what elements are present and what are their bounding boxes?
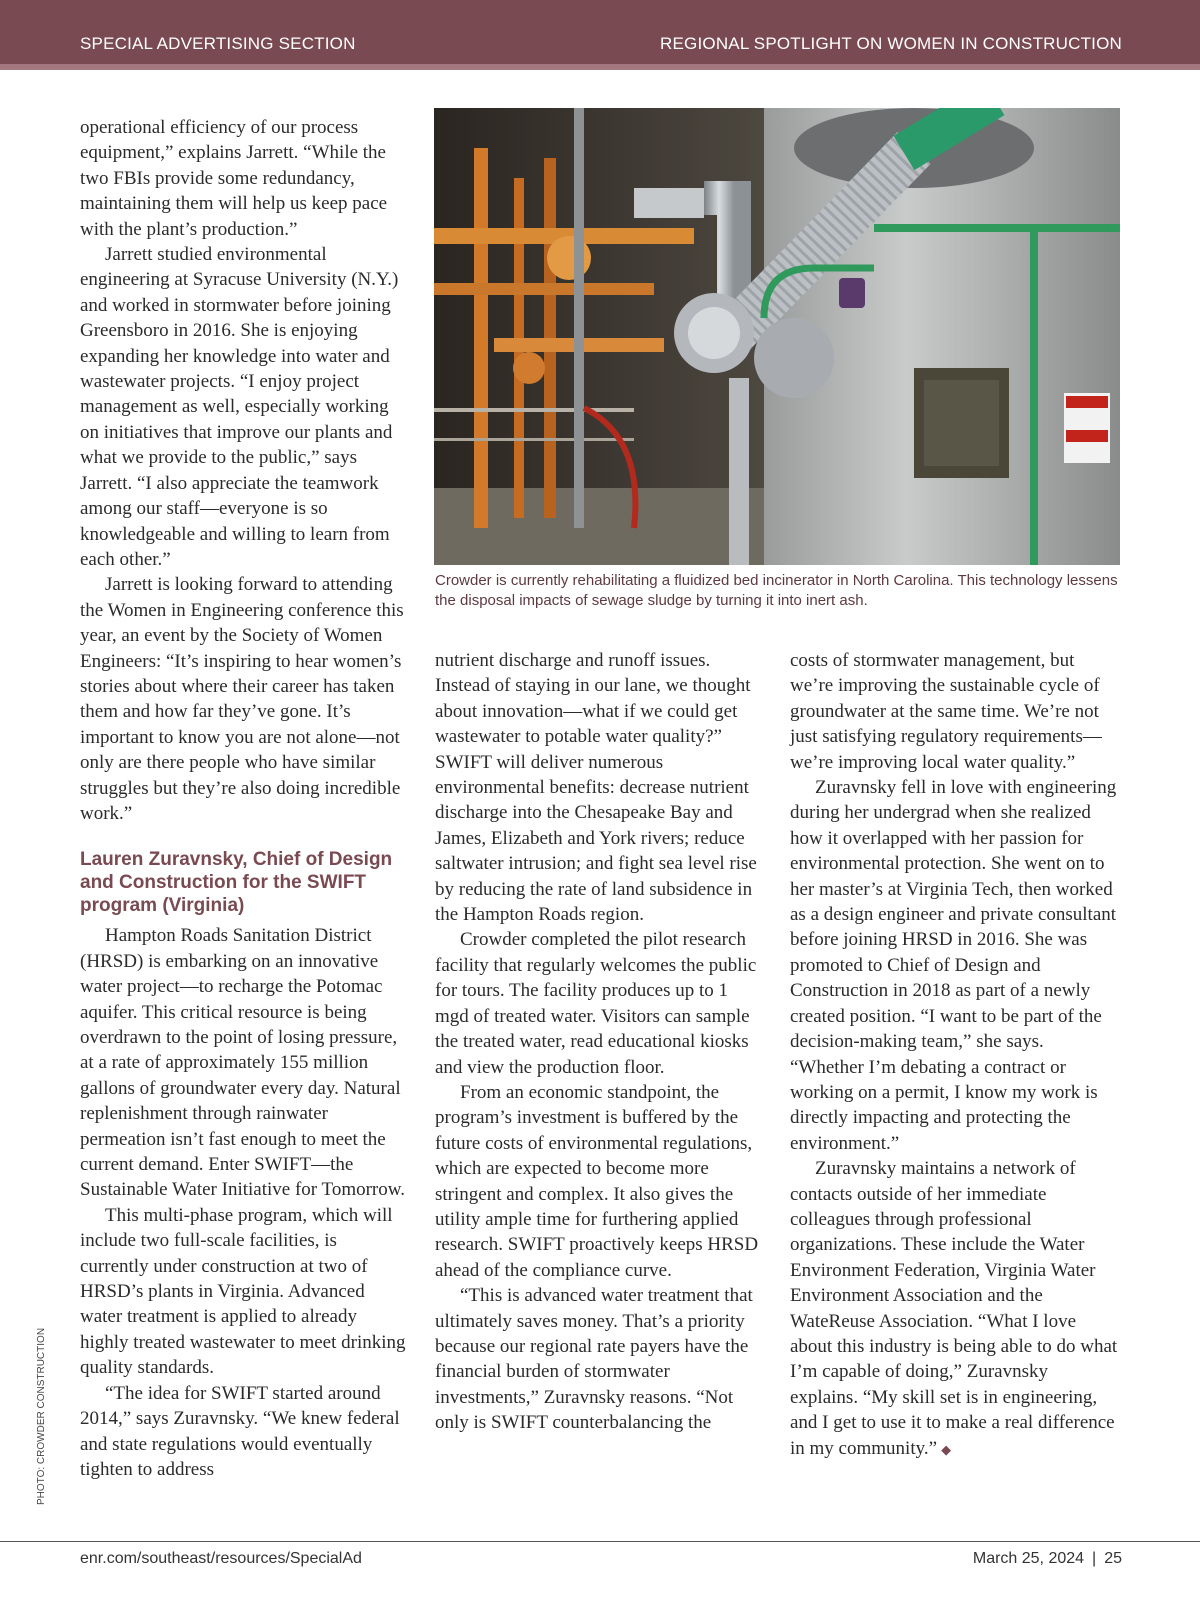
article-column-3 xyxy=(790,648,1120,1462)
photo-caption: Crowder is currently rehabilitating a fluidized bed incinerator in North Carolina. This technology lessens the disposal impacts of sewage sludge by turning it into inert ash. xyxy=(435,572,1118,609)
paragraph: From an economic standpoint, the program’s investment is buffered by the future costs of environmental regulations, which are expected to become more stringent and complex. It also gives the utility ample time for furthering applied research. SWIFT proactively keeps HRSD ahead of the compliance curve. xyxy=(435,1081,759,1281)
incinerator-photo xyxy=(434,108,1120,565)
paragraph: “This is advanced water treatment that ultimately saves money. That’s a priority because our regional rate payers have the financial burden of stormwater investments,” Zuravnsky reasons. “Not only is SWIFT counterbalancing the xyxy=(435,1285,753,1434)
paragraph: Hampton Roads Sanitation District (HRSD) is embarking on an innovative water project—to recharge the Potomac aquifer. This critical resource is being overdrawn to the point of losing pressure, at a rate of approximately 155 million gallons of groundwater every day. Natural replenishment through rainwater permeation isn’t fast enough to meet the current demand. Enter SWIFT—the Sustainable Water Initiative for Tomorrow. xyxy=(80,925,405,1201)
issue-date: March 25, 2024 xyxy=(972,1550,1085,1567)
section-subhead: Lauren Zuravnsky, Chief of Design and Construction for the SWIFT program (Virginia) xyxy=(80,849,393,917)
spotlight-title: REGIONAL SPOTLIGHT ON WOMEN IN CONSTRUCTION xyxy=(660,34,1122,53)
paragraph xyxy=(790,1156,1120,1462)
article-column-2 xyxy=(435,648,765,1436)
paragraph: Crowder completed the pilot research facility that regularly welcomes the public for tours. The facility produces up to 1 mgd of treated water. Visitors can sample the treated water, read educational kiosks and view the production floor. xyxy=(435,929,757,1078)
footer-folio xyxy=(973,1550,1122,1568)
photo-credit: PHOTO: CROWDER CONSTRUCTION xyxy=(36,1327,47,1505)
paragraph-text: Zuravnsky maintains a network of contacts outside of her immediate colleagues through professional organizations. These include the Water Environment Federation, Virginia Water Environment Association and the WateReuse Association. “What I love about this industry is being able to do what I’m capable of doing,” Zuravnsky explains. “My skill set is in engineering, and I get to use it to make a real difference in my community.” xyxy=(790,1158,1118,1459)
paragraph: Jarrett studied environmental engineering at Syracuse University (N.Y.) and worked in stormwater before joining Greensboro in 2016. She is enjoying expanding her knowledge into water and wastewater projects. “I enjoy project management as well, especially working on initiatives that improve our plants and what we provide to the public,” says Jarrett. “I also appreciate the teamwork among our staff—everyone is so knowledgeable and willing to learn from each other.” xyxy=(80,244,399,570)
end-of-article-diamond-icon: ◆ xyxy=(941,1441,952,1457)
paragraph: operational efficiency of our process equipment,” explains Jarrett. “While the two FBIs provide some redundancy, maintaining them will help us keep pace with the plant’s production.” xyxy=(80,117,388,240)
section-label: SPECIAL ADVERTISING SECTION xyxy=(80,34,356,53)
paragraph: costs of stormwater management, but we’re improving the sustainable cycle of groundwater at the same time. We’re not just satisfying regulatory requirements—we’re improving local water quality.” xyxy=(790,650,1102,773)
paragraph: This multi-phase program, which will include two full-scale facilities, is currently under construction at two of HRSD’s plants in Virginia. Advanced water treatment is applied to already highly treated wastewater to meet drinking quality standards. xyxy=(80,1204,406,1379)
paragraph: Zuravnsky fell in love with engineering during her undergrad when she realized how it overlapped with her passion for environmental protection. She went on to her master’s at Virginia Tech, then worked as a design engineer and private consultant before joining HRSD in 2016. She was promoted to Chief of Design and Construction in 2018 as part of a newly created position. “I want to be part of the decision-making team,” she says. “Whether I’m debating a contract or working on a permit, I know my work is directly impacting and protecting the environment.” xyxy=(790,777,1117,1154)
paragraph: nutrient discharge and runoff issues. Instead of staying in our lane, we thought about innovation—what if we could get wastewater to potable water quality?” SWIFT will deliver numerous environmental benefits: decrease nutrient discharge into the Chesapeake Bay and James, Elizabeth and York rivers; reduce saltwater intrusion; and fight sea level rise by reducing the rate of land subsidence in the Hampton Roads region. xyxy=(435,650,757,926)
paragraph: “The idea for SWIFT started around 2014,” says Zuravnsky. “We knew federal and state regulations would eventually tighten to address xyxy=(80,1382,400,1480)
section-header-bar xyxy=(0,0,1200,64)
header-divider xyxy=(0,64,1200,70)
footer-url-link[interactable]: enr.com/southeast/resources/SpecialAd xyxy=(80,1550,362,1567)
footer-divider xyxy=(0,1541,1200,1542)
page-number: 25 xyxy=(1104,1550,1122,1567)
footer-separator: | xyxy=(1092,1550,1097,1567)
paragraph: Jarrett is looking forward to attending the Women in Engineering conference this year, an event by the Society of Women Engineers: “It’s inspiring to hear women’s stories about where their career has taken them and how far they’ve gone. It’s important to know you are not alone—not only are there people who have similar struggles but they’re also doing incredible work.” xyxy=(80,574,404,824)
incinerator-illustration xyxy=(434,108,1120,565)
article-column-1 xyxy=(80,115,410,1482)
